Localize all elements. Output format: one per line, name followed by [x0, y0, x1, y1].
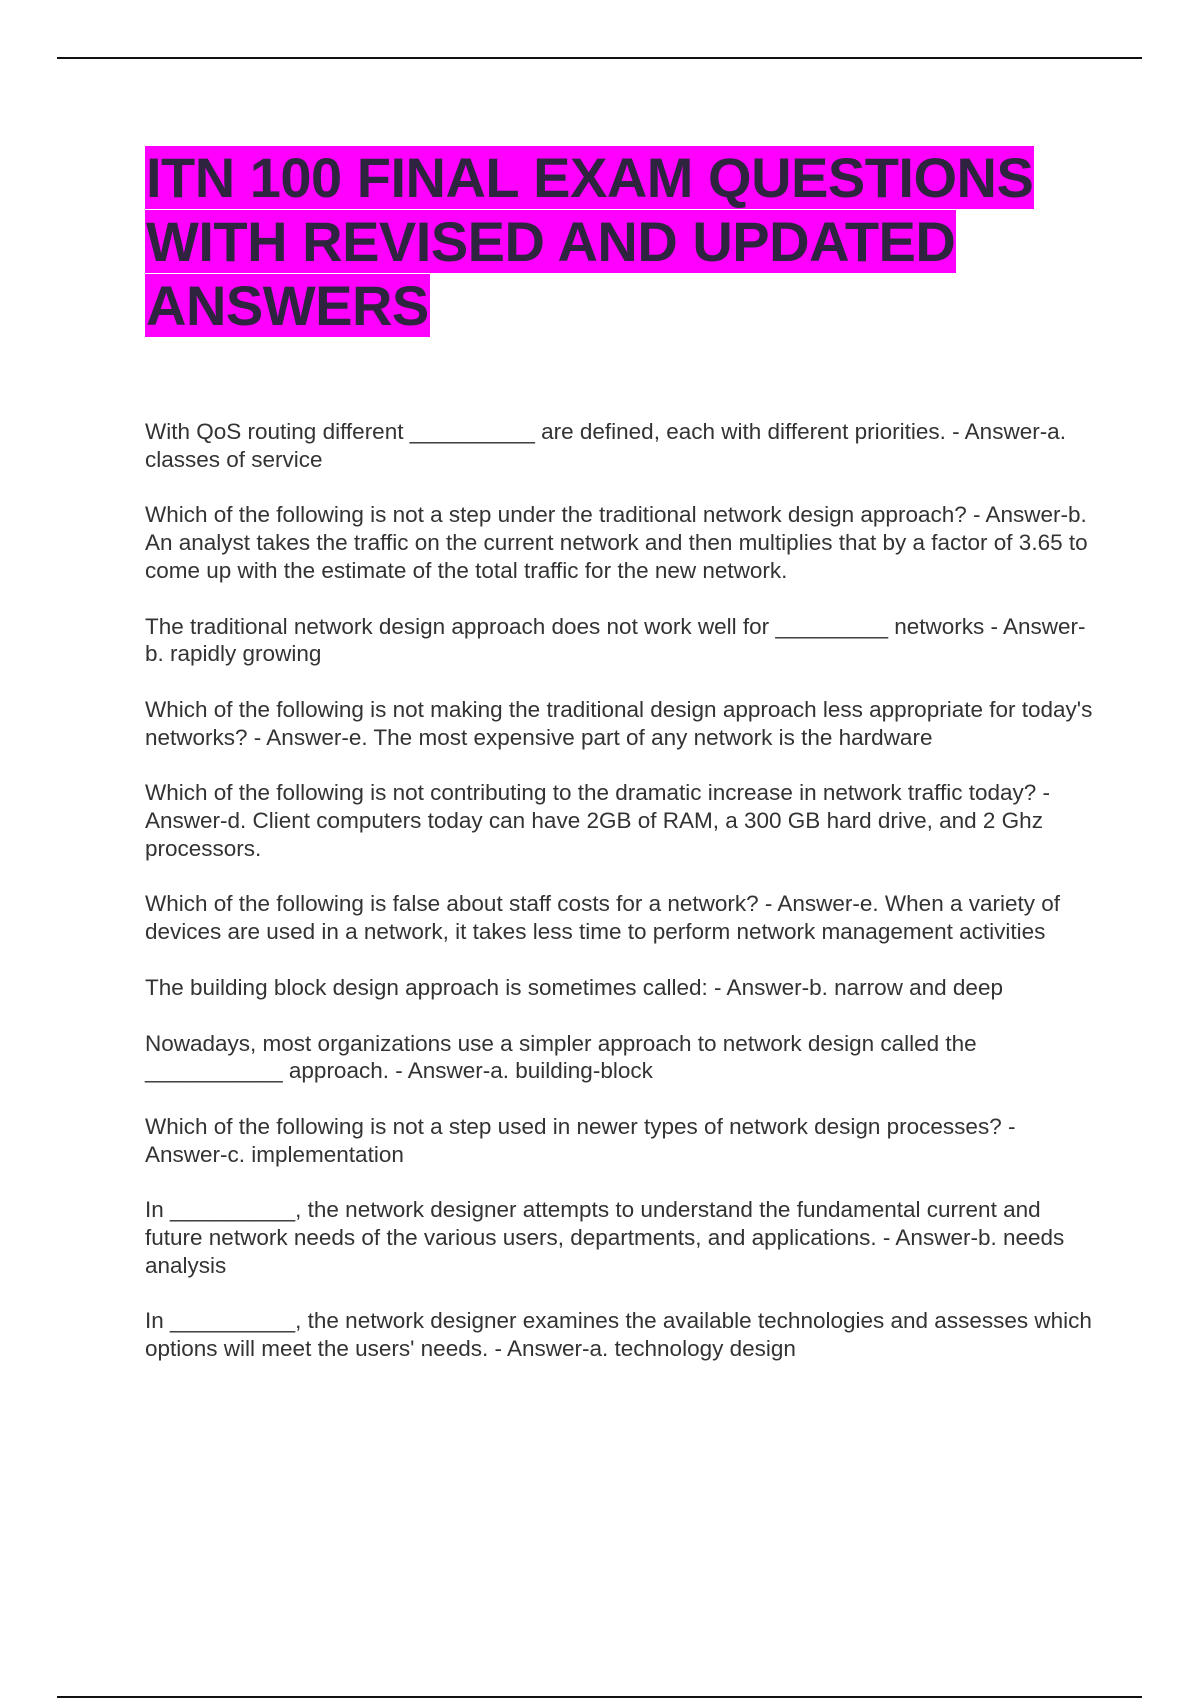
- document-title-text: ITN 100 FINAL EXAM QUESTIONS WITH REVISED AND UPDATED ANSWERS: [146, 146, 1034, 337]
- qa-item-9: Which of the following is not a step used in newer types of network design processes? - Answer-c. implementation: [145, 1113, 1016, 1167]
- qa-item-7: The building block design approach is sometimes called: - Answer-b. narrow and deep: [145, 974, 1003, 1000]
- qa-item-11: In __________, the network designer examines the available technologies and assesses which options will meet the users' needs. - Answer-a. technology design: [145, 1308, 1092, 1362]
- qa-item-2: Which of the following is not a step under the traditional network design approach? - Answer-b. An analyst takes the traffic on the current network and then multiplies that by a factor of 3.65 to come up with the estimate of the total traffic for the new network.: [145, 502, 1088, 583]
- qa-list: [145, 418, 1095, 1391]
- qa-item-10: In __________, the network designer attempts to understand the fundamental current and future network needs of the various users, departments, and applications. - Answer-b. needs analysis: [145, 1197, 1065, 1278]
- footer-rule: [57, 1696, 1142, 1698]
- document-title: [145, 146, 1085, 338]
- qa-item-5: Which of the following is not contributing to the dramatic increase in network traffic today? - Answer-d. Client computers today can have 2GB of RAM, a 300 GB hard drive, and 2 Ghz processors.: [145, 780, 1051, 861]
- qa-item-4: Which of the following is not making the traditional design approach less appropriate for today's networks? - Answer-e. The most expensive part of any network is the hardware: [145, 696, 1093, 750]
- header-rule: [57, 57, 1142, 59]
- qa-item-1: With QoS routing different __________ are defined, each with different priorities. - Answer-a. classes of service: [145, 419, 1066, 472]
- qa-item-3: The traditional network design approach does not work well for _________ networks - Answer-b. rapidly growing: [145, 613, 1086, 667]
- qa-item-8: Nowadays, most organizations use a simpler approach to network design called the ___________ approach. - Answer-a. building-block: [145, 1030, 977, 1084]
- qa-item-6: Which of the following is false about staff costs for a network? - Answer-e. When a variety of devices are used in a network, it takes less time to perform network management activities: [145, 891, 1061, 945]
